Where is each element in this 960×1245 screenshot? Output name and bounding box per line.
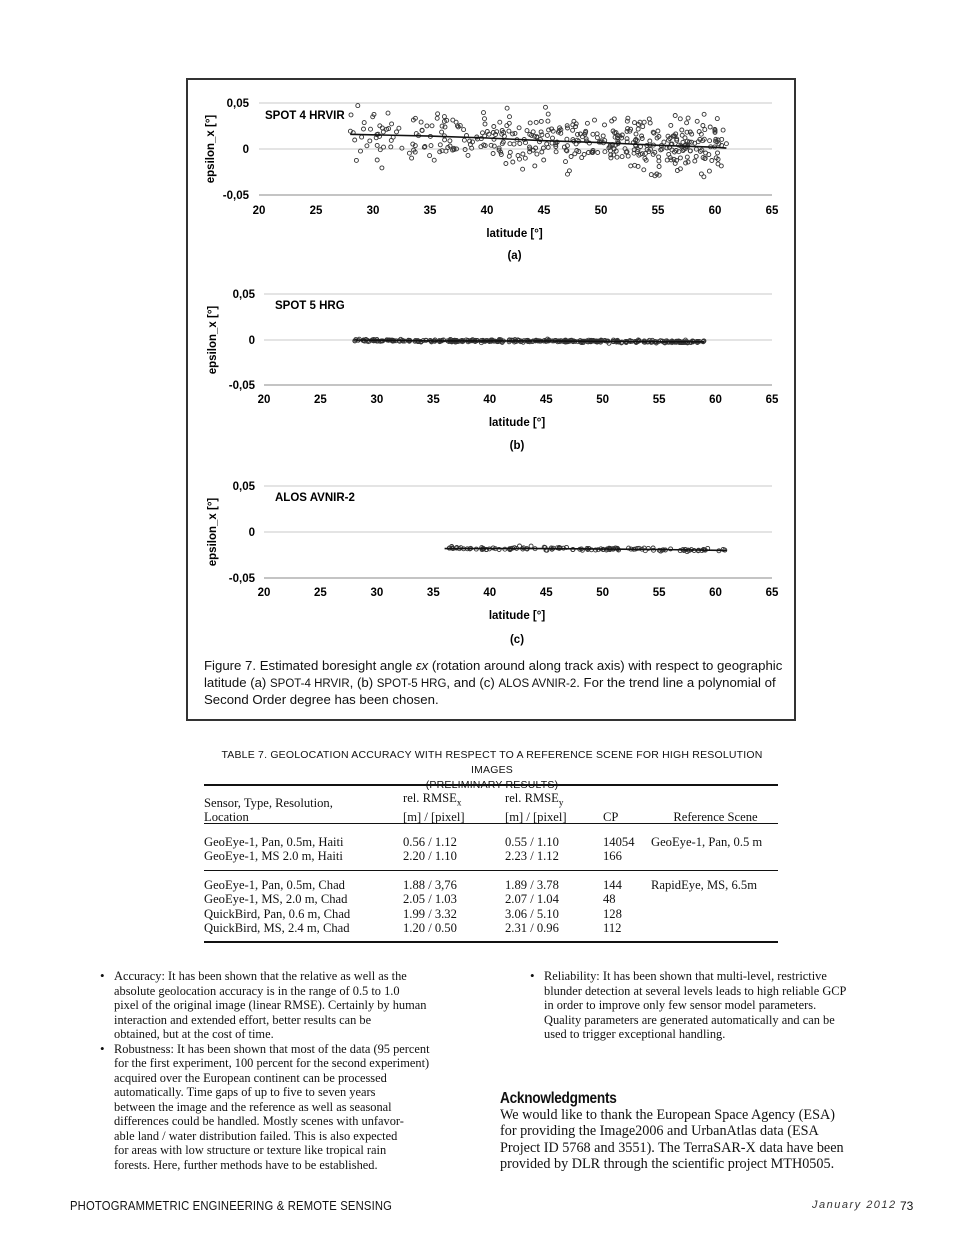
data-point (545, 133, 549, 137)
header-rmse-y-label: rel. RMSE (505, 791, 559, 805)
data-point (518, 544, 522, 548)
header-rmse-y: rel. $RMSE_y$ (505, 791, 564, 808)
table-row (204, 907, 780, 922)
data-point (596, 151, 600, 155)
x-tick-label: 25 (309, 205, 323, 217)
footer-journal: PHOTOGRAMMETRIC ENGINEERING & REMOTE SENSING (70, 1199, 393, 1213)
acknowledgments-heading: Acknowledgments (500, 1090, 617, 1107)
footer-page-number: 73 (900, 1199, 914, 1213)
x-tick-label: 45 (539, 394, 553, 406)
data-point (492, 125, 496, 129)
scatter-panel (205, 98, 779, 262)
x-tick-label: 50 (596, 394, 610, 406)
data-point (669, 123, 673, 127)
data-point (443, 138, 447, 142)
cell-cp: 144 (603, 877, 622, 892)
x-tick-label: 35 (426, 394, 440, 406)
data-point (685, 155, 689, 159)
data-point (571, 128, 575, 132)
data-point (636, 127, 640, 131)
cell-sensor: GeoEye-1, MS 2.0 m, Haiti (204, 849, 343, 864)
data-point (356, 104, 360, 108)
data-point (518, 142, 522, 146)
table-header-row (204, 791, 780, 810)
x-tick-label: 50 (594, 205, 608, 217)
text-line: blunder detection at several levels leads to high reliable GCP (544, 983, 847, 998)
scatter-panel (207, 289, 779, 452)
data-point (648, 139, 652, 143)
data-point (648, 121, 652, 125)
cell-rmse-x: 0.56 / 1.12 (403, 834, 457, 849)
cell-rmse-x: 1.88 / 3,76 (403, 877, 457, 892)
cell-sensor: QuickBird, Pan, 0.6 m, Chad (204, 906, 351, 921)
data-point (440, 130, 444, 134)
left-column (100, 969, 485, 1172)
header-location: Location (204, 810, 249, 825)
cell-rmse-y: 1.89 / 3.78 (505, 877, 559, 892)
table-row (204, 835, 780, 850)
text-line: used to trigger exceptional handling. (544, 1027, 726, 1041)
cell-cp: 14054 (603, 834, 635, 849)
data-point (707, 169, 711, 173)
panel-label: (b) (509, 440, 525, 452)
x-tick-label: 50 (596, 587, 610, 599)
data-point (685, 121, 689, 125)
cell-sensor: GeoEye-1, MS, 2.0 m, Chad (204, 892, 348, 907)
data-point (462, 138, 466, 142)
data-point (724, 142, 728, 146)
x-tick-label: 25 (314, 394, 327, 406)
data-point (451, 118, 455, 122)
caption-text: , (b) (349, 674, 377, 690)
data-point (684, 161, 688, 165)
x-axis-label: latitude [°] (488, 417, 546, 429)
data-point (523, 156, 527, 160)
x-tick-label: 60 (709, 587, 722, 599)
x-tick-label: 60 (708, 205, 722, 217)
y-tick-label: 0 (248, 335, 255, 347)
header-unit: [m] / [pixel] (505, 810, 567, 825)
cell-rmse-x: 2.20 / 1.10 (403, 849, 457, 864)
data-point (507, 154, 511, 158)
x-tick-label: 65 (765, 205, 779, 217)
bullet-reliability (530, 969, 915, 1042)
header-reference-scene: Reference Scene (673, 810, 758, 825)
right-column (530, 969, 915, 1042)
x-tick-label: 30 (366, 205, 380, 217)
text-line: absolute geolocation accuracy is in the range of 0.5 to 1.0 (114, 983, 400, 998)
cell-rmse-y: 2.07 / 1.04 (505, 892, 559, 907)
data-point (546, 119, 550, 123)
data-point (435, 116, 439, 120)
text-line: between the image and the reference as well as seasonal (114, 1099, 392, 1114)
table-bottom-rule (204, 941, 778, 943)
data-point (436, 112, 440, 116)
data-point (395, 130, 399, 134)
table-row (204, 892, 780, 907)
caption-text: (rotation around along track axis) with respect to geographic latitude (a) (204, 658, 783, 690)
data-point (498, 120, 502, 124)
data-point (680, 128, 684, 132)
data-point (642, 120, 646, 124)
y-axis-label: epsilon_x [°] (207, 305, 219, 375)
data-point (542, 158, 546, 162)
data-point (349, 113, 353, 117)
data-point (647, 117, 651, 121)
cell-rmse-y: 2.23 / 1.12 (505, 849, 559, 864)
data-point (708, 125, 712, 129)
data-point (528, 121, 532, 125)
data-point (567, 169, 571, 173)
x-tick-label: 40 (483, 587, 497, 599)
data-point (362, 127, 366, 131)
data-point (529, 544, 533, 548)
text-line: interaction and extended effort, better results can be (114, 1012, 372, 1027)
caption-sensor-a: SPOT-4 HRVIR (269, 677, 350, 690)
header-unit: [m] / [pixel] (403, 810, 465, 825)
data-point (595, 132, 599, 136)
header-rmse-x-label: rel. RMSE (403, 791, 457, 805)
data-point (545, 142, 549, 146)
figure-caption (204, 658, 784, 709)
x-tick-label: 65 (765, 394, 779, 406)
series-label: SPOT 4 HRVIR (265, 110, 345, 122)
cell-rmse-y: 3.06 / 5.10 (505, 906, 559, 921)
text-line: automatically. Time gaps of up to five to seven years (114, 1085, 376, 1099)
text-line: Quality parameters are generated automatically and can be (544, 1012, 835, 1027)
data-point (694, 154, 698, 158)
text-line: provided by DLR through the scientific project MTH0505. (500, 1156, 835, 1173)
data-point (539, 119, 543, 123)
series-label: SPOT 5 HRG (275, 300, 345, 312)
cell-rmse-x: 1.20 / 0.50 (403, 921, 457, 936)
data-point (680, 133, 684, 137)
data-point (390, 122, 394, 126)
data-point (701, 124, 705, 128)
data-point (466, 153, 470, 157)
footer-date: January 2012 (812, 1199, 897, 1211)
data-point (360, 135, 364, 139)
x-tick-label: 55 (652, 394, 666, 406)
data-point (375, 158, 379, 162)
data-point (686, 160, 690, 164)
data-point (702, 112, 706, 116)
scatter-panel (207, 481, 779, 646)
data-point (507, 129, 511, 133)
data-point (354, 158, 358, 162)
data-point (693, 159, 697, 163)
data-point (428, 154, 432, 158)
header-cp: CP (603, 810, 619, 825)
data-point (505, 124, 509, 128)
data-point (407, 151, 411, 155)
data-point (511, 132, 515, 136)
table-top-rule (204, 784, 778, 786)
data-point (686, 116, 690, 120)
header-sensor: Sensor, Type, Resolution, (204, 795, 333, 810)
x-tick-label: 55 (652, 587, 666, 599)
cell-sensor: GeoEye-1, Pan, 0.5m, Haiti (204, 834, 344, 849)
y-tick-label: -0,05 (228, 573, 255, 585)
x-tick-label: 45 (539, 587, 553, 599)
data-point (657, 165, 661, 169)
data-point (362, 121, 366, 125)
caption-sensor-b: SPOT-5 HRG (376, 677, 447, 690)
data-point (444, 149, 448, 153)
data-point (368, 139, 372, 143)
data-point (369, 127, 373, 131)
data-point (642, 168, 646, 172)
data-point (573, 152, 577, 156)
data-point (359, 149, 363, 153)
x-tick-label: 40 (483, 394, 497, 406)
data-point (483, 122, 487, 126)
data-point (521, 167, 525, 171)
data-point (601, 134, 605, 138)
data-point (448, 139, 452, 143)
text-line: • Accuracy: It has been shown that the relative as well as the (114, 969, 407, 983)
y-tick-label: 0,05 (226, 98, 249, 110)
data-point (657, 159, 661, 163)
x-tick-label: 30 (370, 394, 384, 406)
data-point (534, 120, 538, 124)
data-point (708, 139, 712, 143)
data-point (508, 115, 512, 119)
data-point (375, 143, 379, 147)
data-point (517, 126, 521, 130)
data-point (656, 129, 660, 133)
cell-reference (651, 849, 780, 864)
y-tick-label: 0 (242, 144, 249, 156)
caption-sensor-c: ALOS AVNIR-2 (498, 677, 577, 690)
x-tick-label: 20 (257, 587, 271, 599)
data-point (512, 142, 516, 146)
data-point (629, 164, 633, 168)
data-point (518, 157, 522, 161)
text-line: for providing the Image2006 and UrbanAtlas data (ESA (500, 1123, 819, 1140)
x-tick-label: 40 (480, 205, 494, 217)
text-line: • Robustness: It has been shown that most of the data (95 percent (114, 1041, 430, 1056)
data-point (678, 117, 682, 121)
text-line: pixel of the original image (linear RMSE). Certainly by human (114, 998, 427, 1012)
cell-rmse-x: 2.05 / 1.03 (403, 892, 457, 907)
text-line: Project ID 5768 and 3551). The TerraSAR-X data have been (500, 1139, 844, 1156)
panel-label: (a) (507, 250, 522, 262)
text-line: obtained, but at the cost of time. (114, 1027, 274, 1041)
data-point (721, 128, 725, 132)
cell-sensor: QuickBird, MS, 2.4 m, Chad (204, 921, 350, 936)
x-tick-label: 45 (537, 205, 551, 217)
text-line: acquired over the European continent can be processed (114, 1070, 387, 1085)
cell-reference (651, 892, 780, 907)
data-point (470, 146, 474, 150)
data-point (565, 137, 569, 141)
data-point (657, 155, 661, 159)
text-line: We would like to thank the European Space Agency (ESA) (500, 1107, 835, 1123)
data-point (634, 132, 638, 136)
data-point (425, 124, 429, 128)
data-point (716, 151, 720, 155)
cell-reference: RapidEye, MS, 6.5m (651, 877, 757, 892)
table-title (204, 748, 780, 793)
data-point (438, 143, 442, 147)
data-point (365, 144, 369, 148)
cell-reference (651, 907, 780, 922)
x-tick-label: 25 (314, 587, 327, 599)
data-point (353, 138, 357, 142)
data-point (544, 105, 548, 109)
data-point (551, 136, 555, 140)
cell-cp: 48 (603, 892, 616, 907)
data-point (386, 111, 390, 115)
data-point (482, 111, 486, 115)
data-point (491, 152, 495, 156)
data-point (533, 164, 537, 168)
data-point (525, 129, 529, 133)
data-point (703, 128, 707, 132)
series-label: ALOS AVNIR-2 (275, 492, 355, 504)
x-tick-label: 20 (257, 394, 271, 406)
data-point (419, 120, 423, 124)
data-point (678, 156, 682, 160)
cell-cp: 128 (603, 906, 622, 921)
table-header-row (204, 810, 780, 825)
caption-lead: Figure 7. Estimated boresight angle (204, 658, 416, 673)
data-point (593, 118, 597, 122)
data-point (716, 162, 720, 166)
x-tick-label: 65 (765, 587, 779, 599)
data-point (641, 125, 645, 129)
text-line: differences could be handled. Mostly scenes with unfavor- (114, 1114, 404, 1128)
caption-symbol: εx (415, 658, 429, 673)
data-point (400, 146, 404, 150)
data-point (640, 137, 644, 141)
y-tick-label: 0,05 (232, 481, 255, 493)
data-point (380, 166, 384, 170)
data-point (540, 150, 544, 154)
x-tick-label: 55 (651, 205, 665, 217)
data-point (521, 152, 525, 156)
table-row (204, 921, 780, 936)
data-point (462, 128, 466, 132)
text-line: for the first experiment, 100 percent for the second experiment) (114, 1056, 430, 1070)
y-tick-label: 0 (248, 527, 255, 539)
data-point (410, 156, 414, 160)
data-point (620, 155, 624, 159)
data-point (595, 136, 599, 140)
text-line: in order to improve only few sensor model parameters. (544, 998, 817, 1012)
data-point (710, 159, 714, 163)
header-rmse-x: rel. $RMSE_x$ (403, 791, 462, 808)
data-point (508, 150, 512, 154)
data-point (511, 160, 515, 164)
cell-rmse-y: 0.55 / 1.10 (505, 834, 559, 849)
text-line: forests. Here, further methods have to be established. (114, 1157, 378, 1172)
data-point (429, 144, 433, 148)
data-point (673, 114, 677, 118)
data-point (715, 117, 719, 121)
y-tick-label: -0,05 (222, 190, 249, 202)
cell-reference: GeoEye-1, Pan, 0.5 m (651, 834, 763, 849)
text-line: for areas with low structure or texture like tropical rain (114, 1143, 387, 1157)
data-point (504, 162, 508, 166)
data-point (585, 121, 589, 125)
x-axis-label: latitude [°] (488, 610, 546, 622)
cell-rmse-x: 1.99 / 3.32 (403, 906, 457, 921)
data-point (633, 121, 637, 125)
x-tick-label: 30 (370, 587, 384, 599)
data-point (505, 106, 509, 110)
text-line: able land / water distribution failed. This is also expected (114, 1128, 398, 1143)
table-row (204, 878, 780, 893)
x-tick-label: 35 (426, 587, 440, 599)
table-row (204, 849, 780, 864)
cell-rmse-y: 2.31 / 0.96 (505, 921, 559, 936)
data-point (535, 152, 539, 156)
data-point (603, 150, 607, 154)
caption-text: , and (c) (446, 674, 499, 690)
data-point (432, 158, 436, 162)
data-point (626, 154, 630, 158)
data-point (546, 112, 550, 116)
data-point (695, 119, 699, 123)
y-tick-label: -0,05 (228, 380, 255, 392)
table-title-line: TABLE 7. GEOLOCATION ACCURACY WITH RESPECT TO A REFERENCE SCENE FOR HIGH RESOLUTION IMAGES (221, 749, 763, 776)
data-point (389, 145, 393, 149)
x-tick-label: 35 (423, 205, 437, 217)
data-point (483, 117, 487, 121)
caption-text: . For the trend line a polynomial of Second Order degree has been chosen. (204, 674, 776, 707)
data-point (564, 160, 568, 164)
x-tick-label: 20 (252, 205, 266, 217)
x-axis-label: latitude [°] (486, 228, 543, 240)
geolocation-table (204, 791, 780, 936)
y-axis-label: epsilon_x [°] (205, 114, 217, 184)
y-axis-label: epsilon_x [°] (207, 497, 219, 567)
acknowledgments-text (500, 1107, 910, 1173)
data-point (430, 124, 434, 128)
data-point (603, 123, 607, 127)
panel-label: (c) (509, 634, 525, 646)
data-point (508, 142, 512, 146)
data-point (580, 156, 584, 160)
cell-cp: 166 (603, 849, 622, 864)
data-point (699, 172, 703, 176)
data-point (507, 121, 511, 125)
cell-sensor: GeoEye-1, Pan, 0.5m, Chad (204, 877, 345, 892)
bullet-robustness (100, 1042, 485, 1173)
cell-cp: 112 (603, 921, 622, 936)
data-point (442, 115, 446, 119)
data-point (554, 150, 558, 154)
data-point (591, 132, 595, 136)
y-tick-label: 0,05 (232, 289, 255, 301)
data-point (397, 126, 401, 130)
cell-reference (651, 921, 780, 936)
text-line: • Reliability: It has been shown that multi-level, restrictive (544, 969, 827, 983)
x-tick-label: 60 (709, 394, 722, 406)
data-point (569, 155, 573, 159)
bullet-accuracy (100, 969, 485, 1042)
